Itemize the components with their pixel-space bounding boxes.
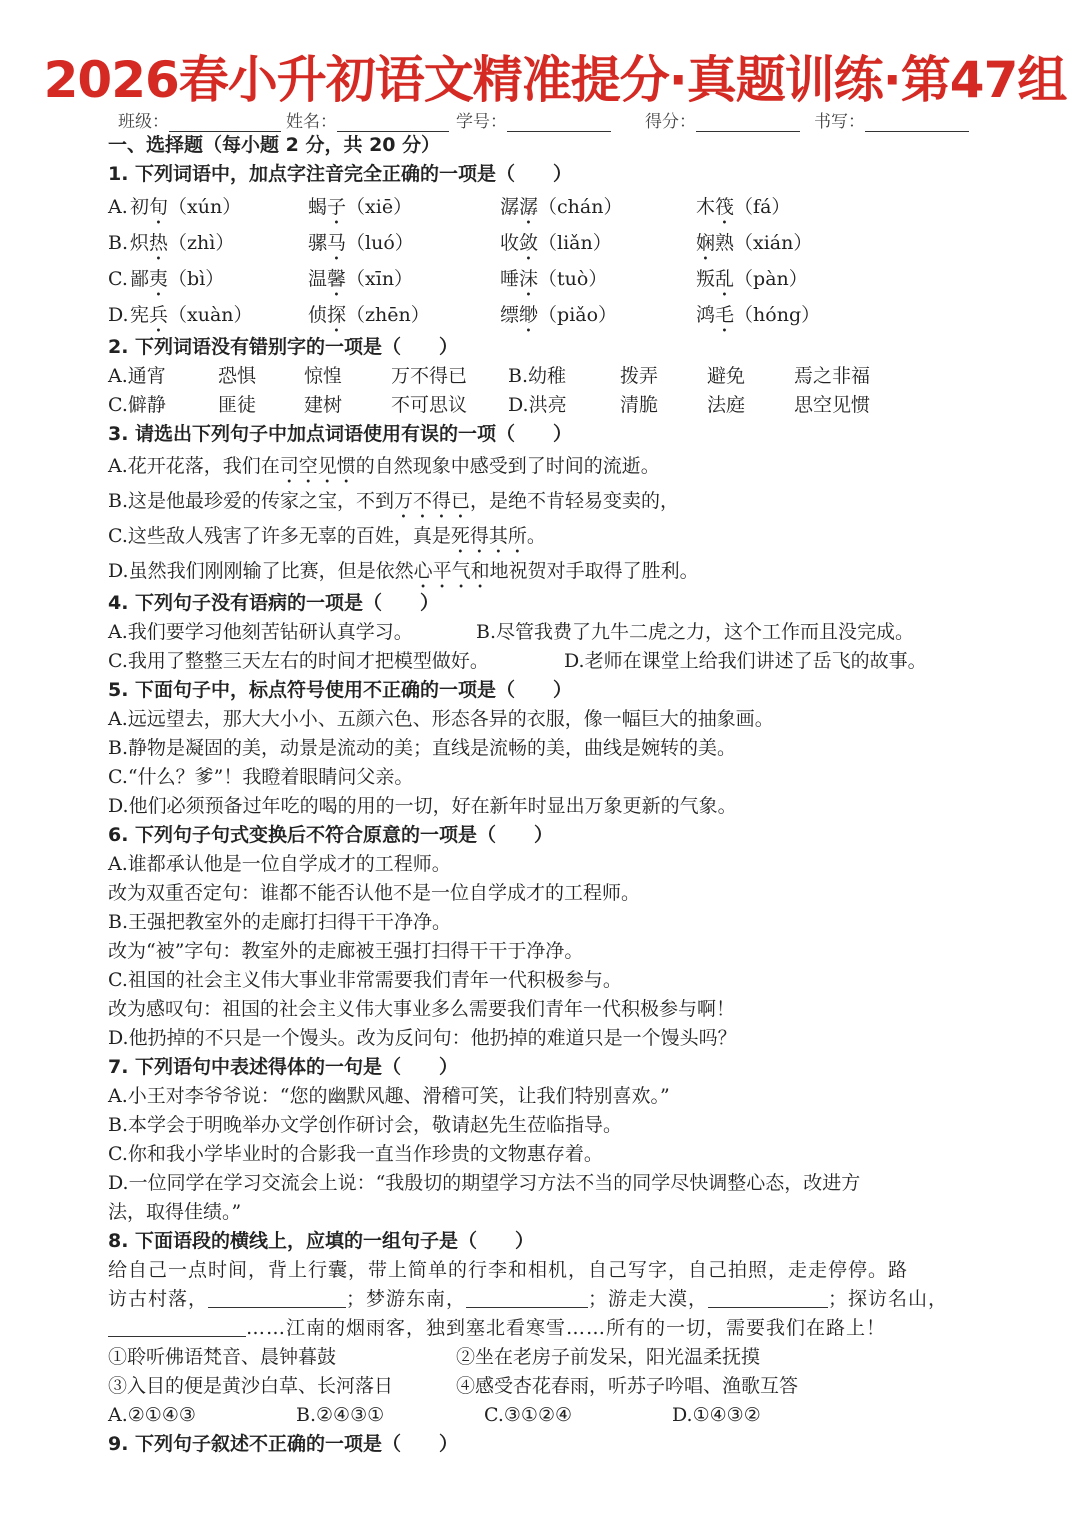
class-label: 班级： [118, 112, 169, 132]
q6-line: B.王强把教室外的走廊打扫得干干净净。 [108, 911, 452, 933]
q1-word [130, 225, 234, 265]
q3-option-b [108, 484, 1008, 519]
q2-word: B.幼稚 [508, 365, 567, 387]
score-field [645, 107, 800, 132]
dotted-char: 热 [149, 232, 169, 254]
fill-blank[interactable] [708, 1287, 828, 1308]
writing-blank[interactable] [865, 113, 969, 132]
plain-char: 侦 [308, 304, 328, 326]
q6-line: A.谁都承认他是一位自学成才的工程师。 [108, 853, 451, 875]
q5-option-d: D.他们必须预备过年吃的喝的用的一切，好在新年时显出万象更新的气象。 [108, 795, 737, 817]
fill-blank[interactable] [108, 1316, 246, 1337]
q8-sentence-1: ①聆听佛语梵音、晨钟暮鼓 [108, 1346, 337, 1368]
pinyin: （tuò） [538, 268, 608, 290]
student-id-blank[interactable] [507, 113, 611, 132]
q1-word [696, 297, 820, 337]
pinyin: 熟（xián） [715, 232, 813, 254]
q2-word: 建树 [304, 394, 343, 416]
q4-row-cd [108, 647, 1008, 676]
section-heading: 一、选择题（每小题 2 分，共 20 分） [108, 134, 441, 156]
text: D.虽然我们刚刚输了比赛，但是依然 [108, 560, 414, 582]
plain-char: 缥 [500, 304, 520, 326]
q8-choices-row1 [108, 1343, 1008, 1372]
question-6-stem: 6. 下列句子句式变换后不符合原意的一项是（ ） [108, 824, 554, 846]
dotted-char: 夷 [149, 268, 169, 290]
q4-option-d: D.老师在课堂上给我们讲述了岳飞的故事。 [564, 650, 927, 672]
q8-answers-row [108, 1401, 1008, 1430]
q3-option-d [108, 554, 1008, 589]
pinyin: （pàn） [734, 268, 808, 290]
q1-option-row [108, 225, 1008, 261]
text: B.这是他最珍爱的传家之宝，不到 [108, 490, 395, 512]
question-7-stem: 7. 下列语句中表述得体的一句是（ ） [108, 1056, 459, 1078]
question-2-row-cd [108, 391, 1008, 420]
q3-option-a [108, 449, 1008, 484]
q1-word [308, 189, 412, 229]
q8-paragraph-line1: 给自己一点时间，背上行囊，带上简单的行李和相机，自己写字，自己拍照，走走停停。路 [108, 1259, 909, 1281]
q7-line: B.本学会于明晚举办文学创作研讨会，敬请赵先生莅临指导。 [108, 1114, 623, 1136]
q2-word: 避免 [707, 365, 746, 387]
text: 地祝贺对手取得了胜利。 [489, 560, 699, 582]
q6-line: D.他扔掉的不只是一个馒头。改为反问句：他扔掉的难道只是一个馒头吗？ [108, 1027, 737, 1049]
q1-word [130, 261, 224, 301]
q1-word [308, 297, 430, 337]
writing-label: 书写： [814, 112, 865, 132]
q8-choices-row2 [108, 1372, 1008, 1401]
score-blank[interactable] [696, 113, 800, 132]
q7-line: A.小王对李爷爷说：“您的幽默风趣、滑稽可笑，让我们特别喜欢。” [108, 1085, 670, 1107]
dotted-char: 子 [327, 196, 347, 218]
pinyin: （chán） [538, 196, 623, 218]
dotted-char: 潺 [519, 196, 539, 218]
question-5-stem: 5. 下面句子中，标点符号使用不正确的一项是（ ） [108, 679, 573, 701]
q1-word [500, 297, 617, 337]
text: ；游走大漠， [588, 1288, 709, 1310]
q2-word: C.僻静 [108, 394, 166, 416]
q6-line: 改为“被”字句：教室外的走廊被王强打扫得干干于净净。 [108, 940, 584, 962]
q8-sentence-3: ③入目的便是黄沙白草、长河落日 [108, 1375, 394, 1397]
q2-word: 不可思议 [391, 394, 468, 416]
q4-row-ab [108, 618, 1008, 647]
pinyin: （zhì） [168, 232, 235, 254]
text: A.花开花落，我们在 [108, 455, 280, 477]
dotted-char: 旬 [149, 196, 169, 218]
class-blank[interactable] [169, 113, 281, 132]
q8-answer-b: B.②④③① [296, 1404, 385, 1426]
dotted-char: 毛 [715, 304, 735, 326]
q8-paragraph-line3 [108, 1314, 1008, 1343]
dotted-char: 探 [327, 304, 347, 326]
q7-line: D.一位同学在学习交流会上说：“我殷切的期望学习方法不当的同学尽快调整心态，改进方 [108, 1172, 861, 1194]
q2-word: 拨弄 [620, 365, 659, 387]
q7-line: 法，取得佳绩。” [108, 1201, 242, 1223]
student-id-field [456, 107, 611, 132]
question-2-stem: 2. 下列词语没有错别字的一项是（ ） [108, 336, 459, 358]
plain-char: 收 [500, 232, 520, 254]
q8-answer-d: D.①④③② [672, 1404, 761, 1426]
question-4-stem: 4. 下列句子没有语病的一项是（ ） [108, 592, 440, 614]
q4-option-c: C.我用了整整三天左右的时间才把模型做好。 [108, 650, 489, 672]
fill-blank[interactable] [466, 1287, 588, 1308]
dotted-char: 敛 [519, 232, 539, 254]
dotted-char: 娴 [696, 232, 716, 254]
q8-sentence-2: ②坐在老房子前发呆，阳光温柔抚摸 [456, 1346, 761, 1368]
name-label: 姓名： [286, 112, 337, 132]
dotted-word: 死得其所 [450, 525, 527, 547]
q2-word: 清脆 [620, 394, 659, 416]
pinyin: （fá） [734, 196, 791, 218]
q1-option-row [108, 297, 1008, 333]
plain-char: 宪 [130, 304, 150, 326]
dotted-char: 缈 [519, 304, 539, 326]
q3-option-c [108, 519, 1008, 554]
question-9-stem: 9. 下列句子叙述不正确的一项是（ ） [108, 1433, 459, 1455]
question-list [108, 131, 1008, 1459]
plain-char: 炽 [130, 232, 150, 254]
pinyin: （hóng） [734, 304, 821, 326]
plain-char: 潺 [500, 196, 520, 218]
question-1-stem: 1. 下列词语中，加点字注音完全正确的一项是（ ） [108, 163, 573, 185]
option-letter: B. [108, 232, 129, 254]
plain-char: 鸿 [696, 304, 716, 326]
pinyin: （piǎo） [538, 304, 618, 326]
q6-line: 改为双重否定句：谁都不能否认他不是一位自学成才的工程师。 [108, 882, 641, 904]
dotted-word: 司空见惯 [279, 455, 356, 477]
plain-char: 木 [696, 196, 716, 218]
q5-option-c: C.“什么？爹”！我瞪着眼睛问父亲。 [108, 766, 414, 788]
question-8-stem: 8. 下面语段的横线上，应填的一组句子是（ ） [108, 1230, 535, 1252]
q6-line: 改为感叹句：祖国的社会主义伟大事业多么需要我们青年一代积极参与啊！ [108, 998, 736, 1020]
q1-word [696, 225, 812, 265]
page-title: 2026春小升初语文精准提分·真题训练·第47组 [43, 51, 1067, 109]
pinyin: （zhēn） [346, 304, 430, 326]
q1-word [500, 225, 612, 265]
plain-char: 初 [130, 196, 150, 218]
plain-char: 温 [308, 268, 328, 290]
dotted-char: 兵 [149, 304, 169, 326]
q2-word: A.通宵 [108, 365, 166, 387]
text: 。 [526, 525, 546, 547]
q5-option-b: B.静物是凝固的美，动景是流动的美；直线是流畅的美，曲线是婉转的美。 [108, 737, 737, 759]
q2-word: 恐惧 [218, 365, 257, 387]
q1-word [130, 297, 253, 337]
name-blank[interactable] [337, 113, 449, 132]
q1-word [500, 189, 622, 229]
q1-option-row [108, 189, 1008, 225]
writing-field [814, 107, 969, 132]
pinyin: （xiē） [346, 196, 413, 218]
option-letter: D. [108, 304, 129, 326]
pinyin: （liǎn） [538, 232, 612, 254]
text: 的自然现象中感受到了时间的流逝。 [355, 455, 660, 477]
q4-option-a: A.我们要学习他刻苦钻研认真学习。 [108, 621, 413, 643]
q1-word [308, 225, 414, 265]
q2-word: 万不得已 [391, 365, 468, 387]
q1-word [696, 189, 790, 229]
q8-answer-a: A.②①④③ [108, 1404, 196, 1426]
pinyin: （xīn） [346, 268, 414, 290]
plain-char: 叛 [696, 268, 716, 290]
q1-word [500, 261, 607, 301]
dotted-char: 馨 [327, 268, 347, 290]
q8-paragraph-line2 [108, 1285, 1008, 1314]
dotted-char: 乱 [715, 268, 735, 290]
text: 访古村落， [108, 1288, 209, 1310]
pinyin: （xuàn） [168, 304, 253, 326]
dotted-char: 马 [327, 232, 347, 254]
text: ；探访名山， [828, 1288, 949, 1310]
q6-line: C.祖国的社会主义伟大事业非常需要我们青年一代积极参与。 [108, 969, 622, 991]
q2-word: D.洪亮 [508, 394, 567, 416]
text: ，是绝不肯轻易变卖的， [470, 490, 680, 512]
q1-word [696, 261, 808, 301]
q4-option-b: B.尽管我费了九牛二虎之力，这个工作而且没完成。 [476, 621, 915, 643]
dotted-word: 万不得已 [394, 490, 471, 512]
plain-char: 鄙 [130, 268, 150, 290]
fill-blank[interactable] [208, 1287, 346, 1308]
name-field [286, 107, 449, 132]
q2-word: 焉之非福 [794, 365, 871, 387]
q1-option-row [108, 261, 1008, 297]
q5-option-a: A.远远望去，那大大小小、五颜六色、形态各异的衣服，像一幅巨大的抽象画。 [108, 708, 774, 730]
student-info-row [118, 107, 978, 131]
q8-answer-c: C.③①②④ [484, 1404, 573, 1426]
class-field [118, 107, 281, 132]
question-3-stem: 3. 请选出下列句子中加点词语使用有误的一项（ ） [108, 423, 573, 445]
q8-sentence-4: ④感受杏花春雨，听苏子吟唱、渔歌互答 [456, 1375, 799, 1397]
plain-char: 骡 [308, 232, 328, 254]
score-label: 得分： [645, 112, 696, 132]
plain-char: 唾 [500, 268, 520, 290]
q1-word [308, 261, 413, 301]
q2-word: 匪徒 [218, 394, 257, 416]
q7-line: C.你和我小学毕业时的合影我一直当作珍贵的文物惠存着。 [108, 1143, 603, 1165]
plain-char: 蝎 [308, 196, 328, 218]
question-1-options [108, 189, 1008, 333]
option-letter: A. [108, 196, 128, 218]
option-letter: C. [108, 268, 128, 290]
dotted-char: 筏 [715, 196, 735, 218]
pinyin: （bì） [168, 268, 225, 290]
student-id-label: 学号： [456, 112, 507, 132]
dotted-word: 心平气和 [413, 560, 490, 582]
q2-word: 思空见惯 [794, 394, 871, 416]
q2-word: 法庭 [707, 394, 746, 416]
text: ……江南的烟雨客，独到塞北看寒雪……所有的一切，需要我们在路上！ [246, 1317, 887, 1339]
pinyin: （luó） [346, 232, 414, 254]
pinyin: （xún） [168, 196, 242, 218]
q2-word: 惊惶 [304, 365, 343, 387]
dotted-char: 沫 [519, 268, 539, 290]
text: C.这些敌人残害了许多无辜的百姓，真是 [108, 525, 451, 547]
question-2-row-ab [108, 362, 1008, 391]
text: ；梦游东南， [346, 1288, 467, 1310]
q1-word [130, 189, 241, 229]
